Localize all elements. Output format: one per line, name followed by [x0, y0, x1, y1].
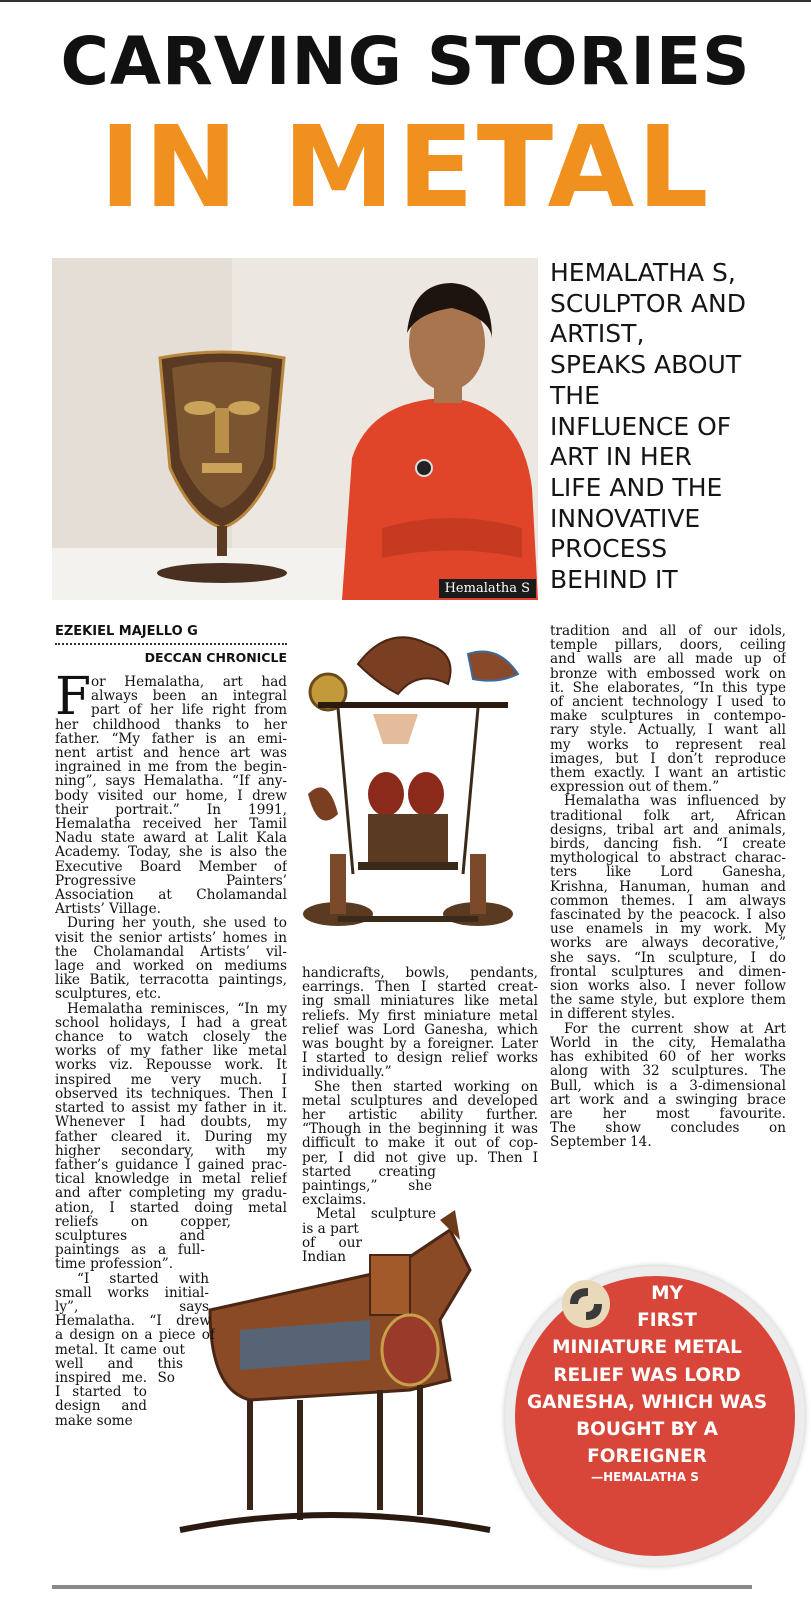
- body-line: use enamels in my work. My: [550, 922, 786, 937]
- body-line: Whenever I had doubts, my: [55, 1115, 287, 1130]
- body-line: observed its techniques. Then I: [55, 1086, 287, 1102]
- body-line: and walls are all made up of: [550, 652, 786, 667]
- body-line: Krishna, Hanuman, human and: [550, 879, 786, 894]
- top-rule: [0, 0, 811, 2]
- body-line: are her most favourite.: [550, 1106, 786, 1122]
- body-line: difficult to make it out of cop-: [302, 1136, 538, 1151]
- body-line: designs, tribal art and animals,: [550, 822, 786, 838]
- body-line: bronze with embossed work on: [550, 666, 786, 681]
- deck-line: PROCESS: [550, 534, 668, 564]
- body-line: started to assist my father in it.: [55, 1101, 287, 1116]
- body-line: father’s guidance I gained prac-: [55, 1157, 287, 1173]
- body-line: fascinated by the peacock. I also: [550, 908, 786, 923]
- body-line: Association at Cholamandal: [55, 888, 287, 903]
- body-line: is a part: [302, 1221, 359, 1236]
- pull-quote: [512, 1280, 782, 1470]
- body-line: inspired me. So: [55, 1370, 175, 1386]
- deck-line: ART IN HER: [550, 442, 692, 472]
- body-line: of our: [302, 1235, 362, 1251]
- pull-quote-line: MY: [651, 1283, 683, 1304]
- byline-source: DECCAN CHRONICLE: [144, 650, 287, 665]
- body-line: Hemalatha. “I drew: [55, 1314, 211, 1329]
- body-line: sculptures, etc.: [55, 987, 162, 1002]
- body-line: Hemalatha received her Tamil: [55, 817, 287, 832]
- body-line: The show concludes on: [550, 1121, 786, 1136]
- deck-line: ARTIST,: [550, 319, 645, 349]
- body-line: part of her life right from: [91, 703, 287, 718]
- body-line: ning”, says Hemalatha. “If any-: [55, 774, 287, 789]
- body-line: along with 32 sculptures. The: [550, 1064, 786, 1079]
- photo-illustration: [52, 258, 538, 600]
- body-line: the same style, but explore them: [550, 993, 786, 1008]
- body-line: Academy. Today, she is also the: [55, 845, 287, 860]
- body-line: tical knowledge in metal relief: [55, 1172, 287, 1187]
- artist-photo: [52, 258, 538, 600]
- body-line: them exactly. I want an artistic: [550, 766, 786, 781]
- deck-line: INNOVATIVE: [550, 503, 701, 533]
- article-column-1: [55, 667, 287, 1428]
- body-line: time profession”.: [55, 1257, 174, 1272]
- body-line: a design on a piece of: [55, 1328, 215, 1343]
- body-line: expression out of them.”: [550, 780, 720, 795]
- body-line: their portrait.” In 1991,: [55, 802, 287, 818]
- article-column-2: [302, 966, 538, 1264]
- headline-line-1: CARVING STORIES: [60, 23, 751, 100]
- body-line: or Hemalatha, art had: [91, 675, 287, 690]
- pull-quote-attribution: —HEMALATHA S: [591, 1470, 699, 1484]
- body-line: reliefs on copper,: [55, 1214, 231, 1229]
- body-line: birds, dancing fish. “I create: [550, 837, 786, 852]
- body-line: lage and worked on mediums: [55, 959, 287, 974]
- body-line: my works to represent real: [550, 737, 786, 752]
- body-line: has exhibited 60 of her works: [550, 1050, 786, 1065]
- body-line: Metal sculpture: [316, 1207, 436, 1222]
- body-line: individually.”: [302, 1065, 392, 1080]
- body-line: I started to design relief works: [302, 1051, 538, 1066]
- body-line: the Cholamandal Artists’ vil-: [55, 944, 287, 960]
- body-line: nent artist and hence art was: [55, 746, 287, 761]
- body-line: her childhood thanks to her: [55, 717, 287, 732]
- body-line: metal sculptures and developed: [302, 1093, 538, 1109]
- body-line: and after completing my gradu-: [55, 1186, 287, 1201]
- pull-quote-line: GANESHA, WHICH WAS: [526, 1391, 768, 1413]
- body-line: chance to watch closely the: [55, 1030, 287, 1045]
- deck-line: LIFE AND THE: [550, 472, 723, 502]
- body-line: For the current show at Art: [564, 1021, 786, 1036]
- body-line: traditional folk art, African: [550, 808, 786, 823]
- article-column-3: [550, 624, 786, 1150]
- body-line: Nadu state award at Lalit Kala: [55, 831, 287, 846]
- body-line: father cleared it. During my: [55, 1129, 287, 1144]
- body-line: well and this: [55, 1356, 183, 1371]
- swing-sculpture-image: [298, 624, 538, 960]
- body-line: Progressive Painters’: [55, 873, 287, 889]
- pull-quote-line: MINIATURE METAL: [552, 1337, 742, 1359]
- body-line: design and: [55, 1399, 147, 1414]
- body-line: small works initial-: [55, 1285, 209, 1300]
- body-line: metal. It came out: [55, 1342, 185, 1357]
- body-line: Artists’ Village.: [55, 902, 161, 917]
- body-line: exclaims.: [302, 1193, 367, 1208]
- body-line: reliefs. My first miniature metal: [302, 1008, 538, 1023]
- body-line: Hemalatha was influenced by: [564, 794, 786, 809]
- body-line: World in the city, Hemalatha: [550, 1035, 786, 1051]
- body-line: common themes. I am always: [550, 893, 786, 909]
- body-line: “Though in the beginning it was: [302, 1122, 538, 1137]
- body-line: Hemalatha reminisces, “In my: [67, 1001, 287, 1016]
- body-line: ters like Lord Ganesha,: [550, 865, 786, 880]
- body-line: school holidays, I had a great: [55, 1015, 287, 1031]
- body-line: body visited our home, I drew: [55, 788, 287, 803]
- body-line: During her youth, she used to: [67, 916, 287, 931]
- pull-quote-line: BOUGHT BY A: [576, 1419, 718, 1441]
- pull-quote-line: FIRST: [637, 1310, 697, 1332]
- body-line: it. She elaborates, “In this type: [550, 680, 786, 696]
- body-line: earrings. Then I started creat-: [302, 980, 538, 995]
- body-line: father. “My father is an emi-: [55, 731, 287, 747]
- body-line: ation, I started doing metal: [55, 1200, 287, 1215]
- headline-line-2: IN METAL: [99, 103, 712, 233]
- body-line: works of my father like metal: [55, 1044, 287, 1059]
- body-line: rary style. Actually, I want all: [550, 723, 786, 738]
- deck-line: INFLUENCE OF: [550, 411, 732, 441]
- body-line: Indian: [302, 1250, 347, 1265]
- pull-quote-line: RELIEF WAS LORD: [553, 1364, 741, 1386]
- body-line: images, but I don’t reproduce: [550, 751, 786, 767]
- body-line: I started to: [55, 1385, 147, 1400]
- body-line: September 14.: [550, 1135, 652, 1150]
- body-line: paintings as a full-: [55, 1243, 205, 1258]
- body-line: works viz. Repousse work. It: [55, 1058, 287, 1073]
- body-line: Executive Board Member of: [55, 859, 287, 874]
- body-line: Bull, which is a 3-dimensional: [550, 1078, 786, 1093]
- deck-line: BEHIND IT: [550, 565, 678, 595]
- body-line: works are always decorative,”: [550, 936, 786, 951]
- body-line: mythological to abstract charac-: [550, 851, 786, 866]
- body-line: sculptures and: [55, 1228, 205, 1244]
- body-line: paintings,” she: [302, 1179, 432, 1194]
- byline-divider: [55, 643, 287, 645]
- body-line: higher secondary, with my: [55, 1143, 287, 1158]
- body-line: in different styles.: [550, 1007, 676, 1022]
- body-line: ingrained in me from the begin-: [55, 760, 287, 775]
- bottom-rule: [52, 1585, 752, 1589]
- drop-cap: F: [55, 667, 92, 727]
- pull-quote-line: FOREIGNER: [587, 1446, 707, 1468]
- body-line: make some: [55, 1413, 133, 1428]
- deck-line: SCULPTOR AND: [550, 288, 746, 318]
- deck-line: SPEAKS ABOUT: [550, 350, 742, 380]
- body-line: visit the senior artists’ homes in: [55, 930, 287, 945]
- body-line: art work and a swinging brace: [550, 1092, 786, 1107]
- body-line: ly”, says: [55, 1299, 209, 1315]
- body-line: She then started working on: [314, 1079, 538, 1094]
- body-line: she says. “In sculpture, I do: [550, 950, 786, 965]
- body-line: inspired me very much. I: [55, 1072, 287, 1087]
- body-line: handicrafts, bowls, pendants,: [302, 966, 538, 981]
- body-line: “I started with: [77, 1271, 209, 1286]
- body-line: always been an integral: [91, 689, 287, 704]
- body-line: ing small miniatures like metal: [302, 994, 538, 1009]
- deck-line: HEMALATHA S,: [550, 258, 736, 287]
- body-line: tradition and all of our idols,: [550, 624, 786, 639]
- body-line: frontal sculptures and dimen-: [550, 964, 786, 980]
- body-line: temple pillars, doors, ceiling: [550, 638, 786, 653]
- byline-author: EZEKIEL MAJELLO G: [55, 624, 198, 639]
- deck-line: THE: [550, 380, 600, 410]
- body-line: was bought by a foreigner. Later: [302, 1037, 538, 1052]
- body-line: make sculptures in contempo-: [550, 709, 786, 724]
- photo-credit: Hemalatha S: [439, 579, 536, 598]
- body-line: started creating: [302, 1164, 436, 1180]
- body-line: her artistic ability further.: [302, 1108, 538, 1123]
- body-line: like Batik, terracotta paintings,: [55, 973, 287, 988]
- body-line: of ancient technology I used to: [550, 695, 786, 710]
- article-deck: [550, 258, 800, 596]
- body-line: relief was Lord Ganesha, which: [302, 1022, 538, 1038]
- body-line: sion works also. I never follow: [550, 979, 786, 994]
- body-line: per, I did not give up. Then I: [302, 1150, 538, 1165]
